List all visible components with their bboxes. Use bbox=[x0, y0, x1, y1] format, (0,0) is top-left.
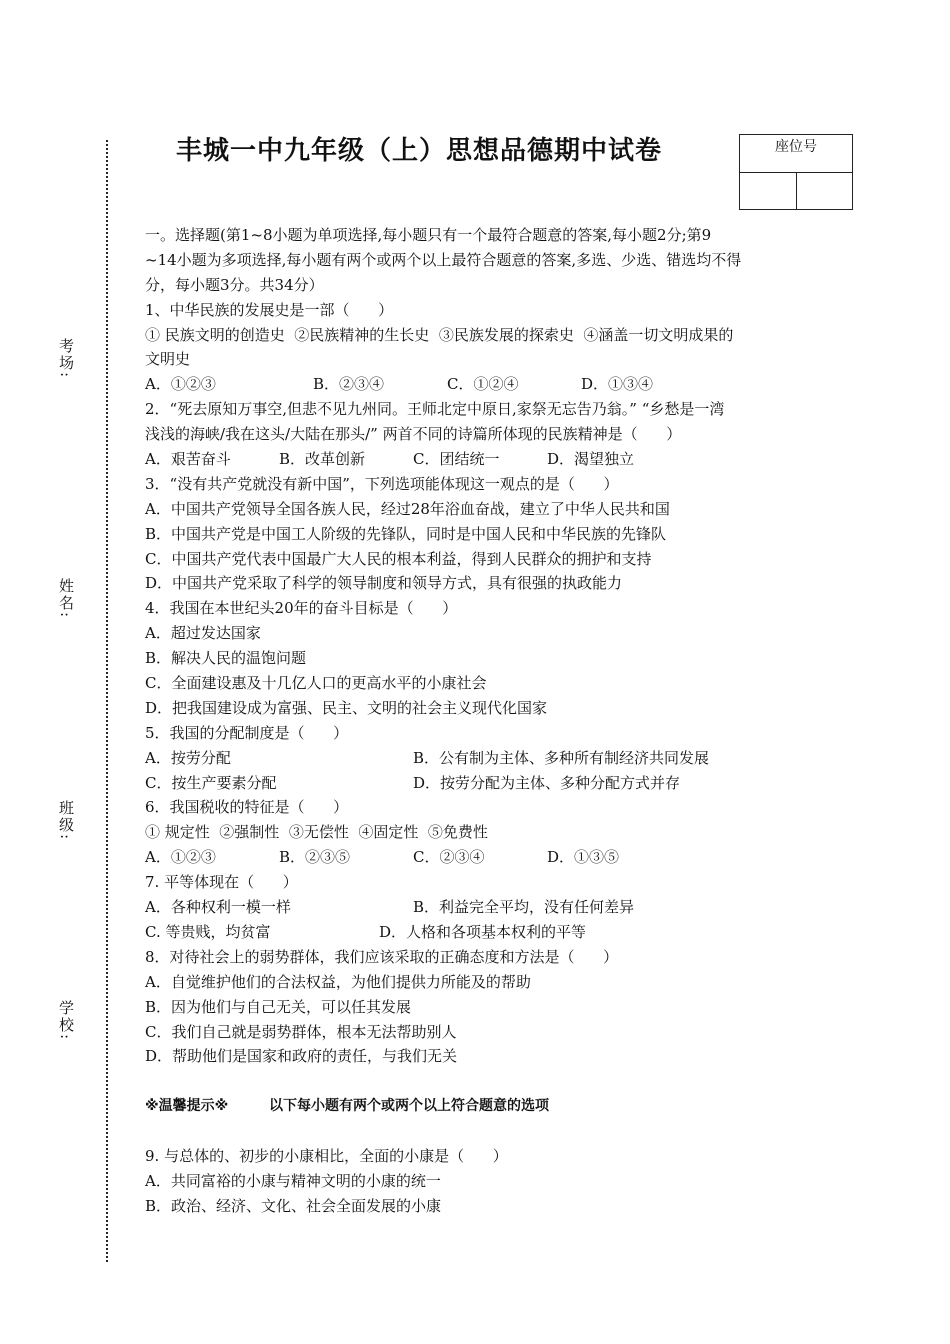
option-a[interactable]: A．按劳分配 bbox=[145, 748, 231, 767]
question-2-options bbox=[145, 447, 815, 472]
option-c[interactable]: C．我们自己就是弱势群体，根本无法帮助别人 bbox=[145, 1022, 457, 1041]
question-9-stem: 9. 与总体的、初步的小康相比，全面的小康是（ ） bbox=[145, 1146, 508, 1165]
question-5-options-row1 bbox=[145, 746, 815, 771]
option-b[interactable]: B．中国共产党是中国工人阶级的先锋队，同时是中国人民和中华民族的先锋队 bbox=[145, 524, 667, 543]
option-a[interactable]: A．超过发达国家 bbox=[145, 624, 261, 643]
question-5-stem: 5．我国的分配制度是（ ） bbox=[145, 723, 349, 742]
question-2-stem: 2．“死去原知万事空,但悲不见九州同。王师北定中原日,家祭无忘告乃翁。” “乡愁是一湾 bbox=[145, 400, 725, 419]
option-d[interactable]: D．人格和各项基本权利的平等 bbox=[379, 922, 587, 941]
option-d[interactable]: D．①③④ bbox=[581, 375, 654, 394]
question-7-options-row1 bbox=[145, 895, 815, 920]
question-1-options bbox=[145, 372, 815, 397]
question-8-stem: 8．对待社会上的弱势群体，我们应该采取的正确态度和方法是（ ） bbox=[145, 947, 619, 966]
option-b[interactable]: B．因为他们与自己无关，可以任其发展 bbox=[145, 997, 412, 1016]
option-c[interactable]: C．全面建设惠及十几亿人口的更高水平的小康社会 bbox=[145, 674, 487, 693]
warm-tip bbox=[145, 1094, 815, 1119]
binding-dotted-line bbox=[106, 140, 108, 1262]
option-c[interactable]: C. 等贵贱，均贫富 bbox=[145, 922, 271, 941]
option-c[interactable]: C．中国共产党代表中国最广大人民的根本利益，得到人民群众的拥护和支持 bbox=[145, 549, 652, 568]
option-a[interactable]: A．①②③ bbox=[145, 375, 216, 394]
warm-tip-text: 以下每小题有两个或两个以上符合题意的选项 bbox=[269, 1098, 549, 1115]
question-6-items: ① 规定性 ②强制性 ③无偿性 ④固定性 ⑤免费性 bbox=[145, 823, 488, 842]
option-a[interactable]: A．共同富裕的小康与精神文明的小康的统一 bbox=[145, 1171, 441, 1190]
option-b[interactable]: B．②③④ bbox=[313, 375, 385, 394]
option-a[interactable]: A．自觉维护他们的合法权益，为他们提供力所能及的帮助 bbox=[145, 972, 531, 991]
option-d[interactable]: D．把我国建设成为富强、民主、文明的社会主义现代化国家 bbox=[145, 698, 548, 717]
option-b[interactable]: B．②③⑤ bbox=[279, 848, 351, 867]
option-d[interactable]: D．帮助他们是国家和政府的责任，与我们无关 bbox=[145, 1047, 458, 1066]
option-b[interactable]: B．公有制为主体、多种所有制经济共同发展 bbox=[413, 748, 710, 767]
option-a[interactable]: A．艰苦奋斗 bbox=[145, 450, 231, 469]
class-label: 班级: bbox=[57, 800, 75, 842]
option-d[interactable]: D．按劳分配为主体、多种分配方式并存 bbox=[413, 773, 681, 792]
school-label: 学校: bbox=[57, 1000, 75, 1042]
question-6-options bbox=[145, 845, 815, 870]
seat-number-cell-right[interactable] bbox=[796, 173, 853, 210]
page-title: 丰城一中九年级（上）思想品德期中试卷 bbox=[176, 136, 663, 166]
option-a[interactable]: A．各种权利一模一样 bbox=[145, 898, 291, 917]
question-3-stem: 3．“没有共产党就没有新中国”，下列选项能体现这一观点的是（ ） bbox=[145, 474, 619, 493]
question-1-items-cont: 文明史 bbox=[145, 350, 191, 369]
question-2-stem-cont: 浅浅的海峡/我在这头/大陆在那头/” 两首不同的诗篇所体现的民族精神是（ ） bbox=[145, 425, 682, 444]
seat-number-box bbox=[739, 134, 853, 210]
option-d[interactable]: D．中国共产党采取了科学的领导制度和领导方式，具有很强的执政能力 bbox=[145, 574, 623, 593]
option-c[interactable]: C．团结统一 bbox=[413, 450, 500, 469]
option-b[interactable]: B．政治、经济、文化、社会全面发展的小康 bbox=[145, 1196, 442, 1215]
question-5-options-row2 bbox=[145, 771, 815, 796]
warm-tip-label: ※温馨提示※ bbox=[145, 1098, 229, 1115]
option-c[interactable]: C．②③④ bbox=[413, 848, 485, 867]
option-b[interactable]: B．改革创新 bbox=[279, 450, 366, 469]
seat-number-label: 座位号 bbox=[740, 135, 852, 173]
question-7-stem: 7. 平等体现在（ ） bbox=[145, 873, 298, 892]
question-1-items: ① 民族文明的创造史 ②民族精神的生长史 ③民族发展的探索史 ④涵盖一切文明成果的 bbox=[145, 325, 734, 344]
exam-room-label: 考场: bbox=[57, 338, 75, 380]
exam-content bbox=[145, 223, 815, 1219]
section-intro-line: 一。选择题(第1~8小题为单项选择,每小题只有一个最符合题意的答案,每小题2分;第9 bbox=[145, 226, 712, 244]
seat-number-cell-left[interactable] bbox=[740, 173, 796, 210]
option-a[interactable]: A．中国共产党领导全国各族人民，经过28年浴血奋战，建立了中华人民共和国 bbox=[145, 499, 670, 518]
option-d[interactable]: D．渴望独立 bbox=[547, 450, 635, 469]
question-4-stem: 4．我国在本世纪头20年的奋斗目标是（ ） bbox=[145, 599, 458, 618]
question-1-stem: 1、中华民族的发展史是一部（ ） bbox=[145, 300, 394, 319]
section-intro-line: 分，每小题3分。共34分） bbox=[145, 275, 324, 294]
option-b[interactable]: B．解决人民的温饱问题 bbox=[145, 649, 307, 668]
option-c[interactable]: C．①②④ bbox=[447, 375, 519, 394]
name-label: 姓名: bbox=[57, 578, 75, 620]
option-b[interactable]: B．利益完全平均，没有任何差异 bbox=[413, 898, 635, 917]
section-intro-line: ~14小题为多项选择,每小题有两个或两个以上最符合题意的答案,多选、少选、错选均不得 bbox=[145, 250, 742, 269]
option-a[interactable]: A．①②③ bbox=[145, 848, 216, 867]
option-c[interactable]: C．按生产要素分配 bbox=[145, 773, 277, 792]
question-7-options-row2 bbox=[145, 920, 815, 945]
question-6-stem: 6．我国税收的特征是（ ） bbox=[145, 798, 349, 817]
option-d[interactable]: D．①③⑤ bbox=[547, 848, 620, 867]
